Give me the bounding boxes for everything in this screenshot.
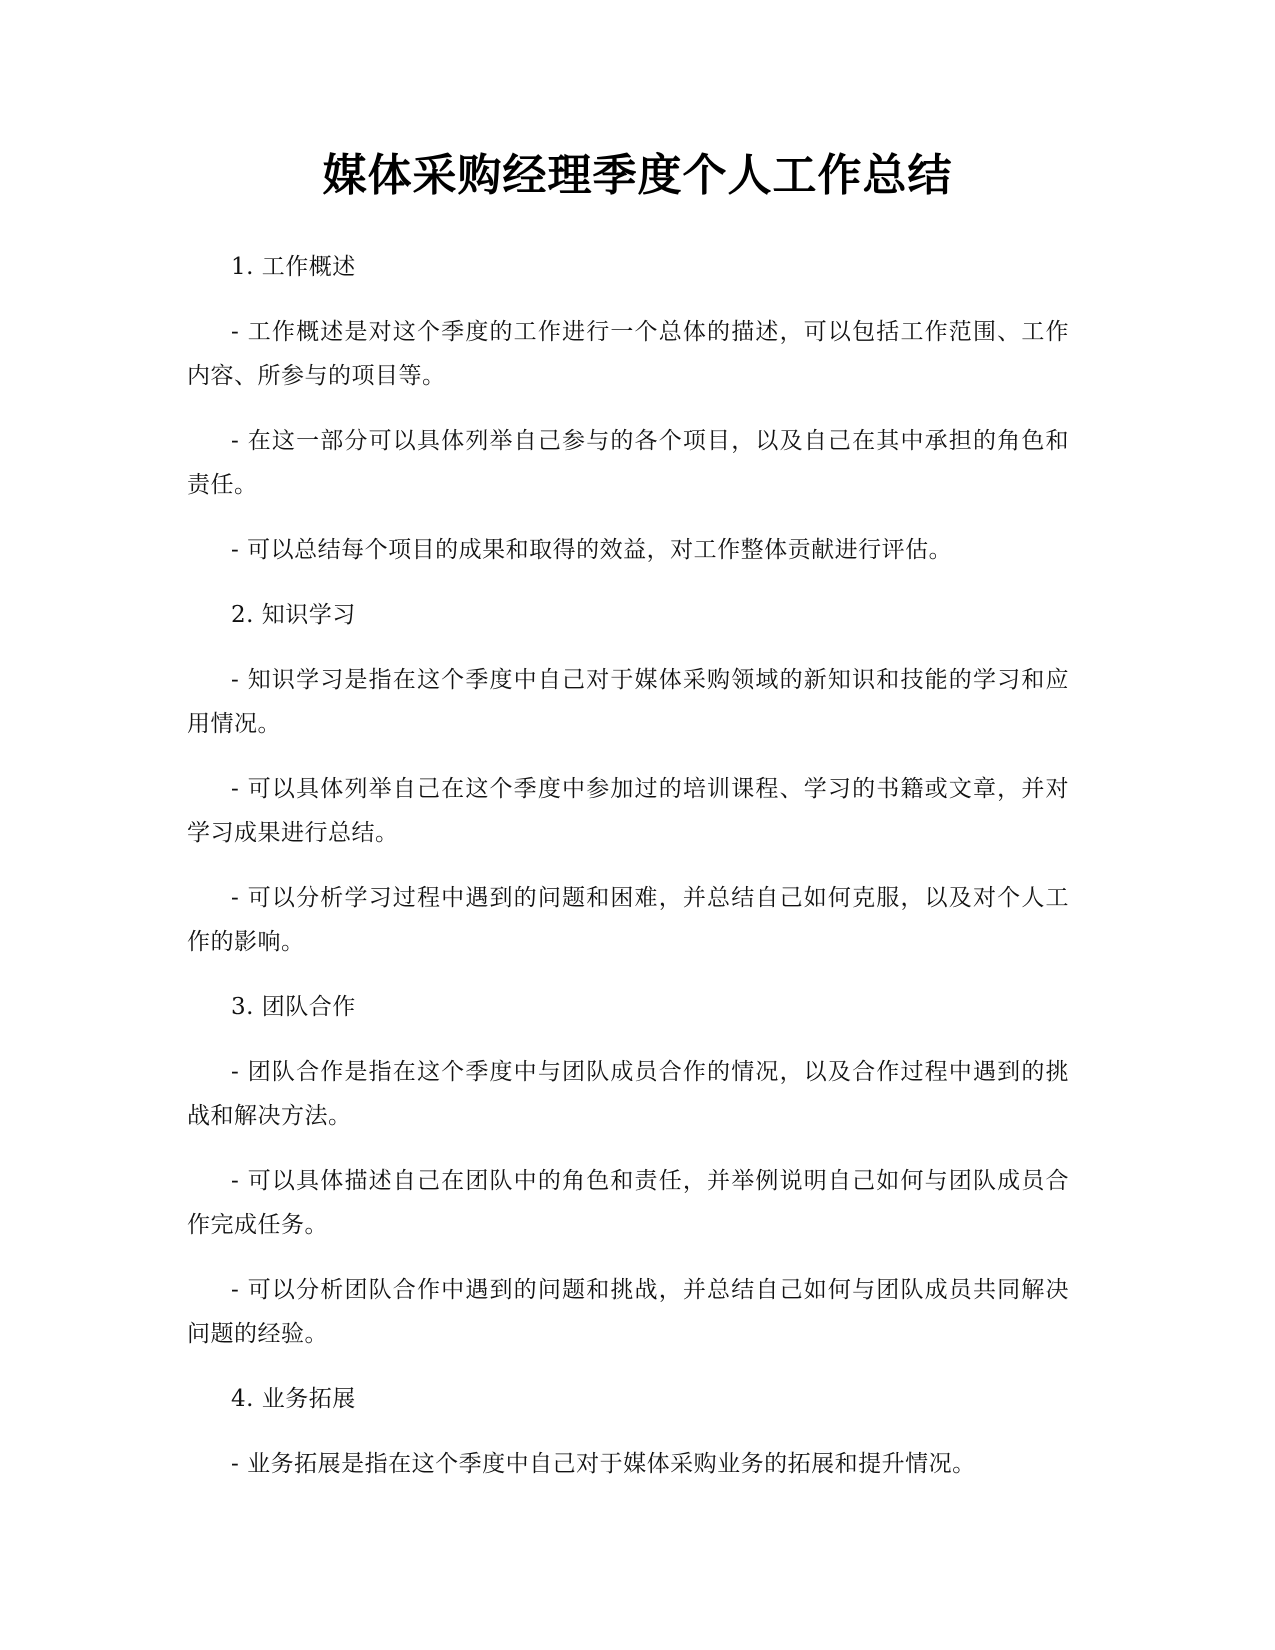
paragraph: - 可以总结每个项目的成果和取得的效益，对工作整体贡献进行评估。 (231, 537, 953, 563)
paragraph: - 可以具体列举自己在这个季度中参加过的培训课程、学习的书籍或文章，并对学习成果进行总结。 (187, 776, 1069, 846)
document-title: 媒体采购经理季度个人工作总结 (322, 150, 953, 201)
paragraph: - 可以分析团队合作中遇到的问题和挑战，并总结自己如何与团队成员共同解决问题的经验。 (187, 1277, 1069, 1347)
section-heading-work-overview: 1. 工作概述 (231, 254, 356, 280)
section-heading-teamwork: 3. 团队合作 (231, 994, 356, 1020)
section-heading-business-expansion: 4. 业务拓展 (231, 1386, 356, 1412)
section-heading-knowledge-learning: 2. 知识学习 (231, 602, 356, 628)
paragraph: - 可以具体描述自己在团队中的角色和责任，并举例说明自己如何与团队成员合作完成任务。 (187, 1168, 1069, 1238)
paragraph: - 工作概述是对这个季度的工作进行一个总体的描述，可以包括工作范围、工作内容、所参与的项目等。 (187, 319, 1069, 389)
paragraph: - 在这一部分可以具体列举自己参与的各个项目，以及自己在其中承担的角色和责任。 (187, 428, 1069, 498)
paragraph: - 业务拓展是指在这个季度中自己对于媒体采购业务的拓展和提升情况。 (231, 1451, 976, 1477)
document-body (187, 245, 1069, 1507)
paragraph: - 知识学习是指在这个季度中自己对于媒体采购领域的新知识和技能的学习和应用情况。 (187, 667, 1069, 737)
paragraph: - 可以分析学习过程中遇到的问题和困难，并总结自己如何克服，以及对个人工作的影响。 (187, 885, 1069, 955)
paragraph: - 团队合作是指在这个季度中与团队成员合作的情况，以及合作过程中遇到的挑战和解决方法。 (187, 1059, 1069, 1129)
